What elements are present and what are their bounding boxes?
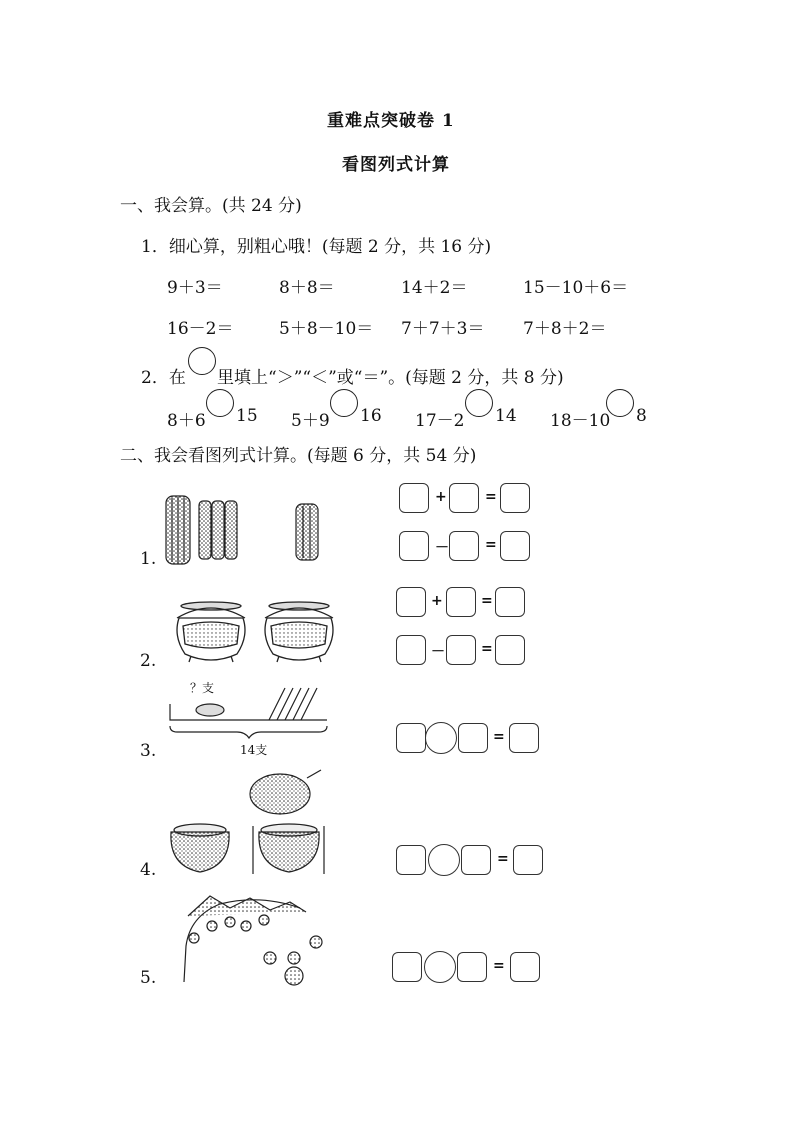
q1-expr-3: 14＋2＝ (401, 278, 468, 298)
p1-row2-box-3[interactable] (500, 531, 530, 561)
q1-expr-7: 7＋7＋3＝ (401, 319, 485, 339)
problem-1-corn-illustration (163, 492, 333, 570)
p1-row1-box-3[interactable] (500, 483, 530, 513)
problem-3-total-label: 14支 (240, 743, 268, 757)
q1-expr-6: 5＋8－10＝ (279, 319, 374, 339)
p2-row2-eq: = (481, 641, 493, 657)
p4-operator-circle[interactable] (428, 844, 460, 876)
p3-box-1[interactable] (396, 723, 426, 753)
q2-item-3-circle[interactable] (465, 389, 493, 417)
p5-box-2[interactable] (457, 952, 487, 982)
p2-row2-op: － (431, 644, 445, 660)
p2-row1-eq: = (481, 593, 493, 609)
p3-box-3[interactable] (509, 723, 539, 753)
q1-expr-4: 15－10＋6＝ (523, 278, 629, 298)
q2-label-post: 里填上“＞”“＜”或“＝”。(每题 2 分，共 8 分) (217, 368, 564, 388)
q1-label: 1．细心算，别粗心哦！(每题 2 分，共 16 分) (141, 237, 492, 257)
problem-5-gourd-vine-illustration (170, 886, 332, 986)
p1-row1-box-2[interactable] (449, 483, 479, 513)
p1-row1-eq: = (485, 489, 497, 505)
p5-box-3[interactable] (510, 952, 540, 982)
p2-row1-box-3[interactable] (495, 587, 525, 617)
page-subtitle: 看图列式计算 (342, 155, 450, 175)
p2-row2-box-3[interactable] (495, 635, 525, 665)
q2-label-circle (188, 347, 216, 375)
problem-4-number: 4. (140, 860, 157, 880)
q2-item-1-left: 8＋6 (167, 411, 206, 431)
page-title: 重难点突破卷 1 (327, 111, 455, 131)
p3-box-2[interactable] (458, 723, 488, 753)
p5-box-1[interactable] (392, 952, 422, 982)
p1-row2-eq: = (485, 537, 497, 553)
q2-item-3-right: 14 (495, 406, 517, 426)
q2-item-4-circle[interactable] (606, 389, 634, 417)
p2-row2-box-2[interactable] (446, 635, 476, 665)
problem-1-number: 1. (140, 549, 157, 569)
p1-row2-box-1[interactable] (399, 531, 429, 561)
p2-row1-box-1[interactable] (396, 587, 426, 617)
p4-box-2[interactable] (461, 845, 491, 875)
q1-expr-1: 9＋3＝ (167, 278, 223, 298)
problem-5-number: 5. (140, 968, 157, 988)
problem-4-bowls-illustration (167, 768, 329, 880)
p5-operator-circle[interactable] (424, 951, 456, 983)
p4-box-1[interactable] (396, 845, 426, 875)
p1-row2-op: － (435, 540, 449, 556)
p1-row1-op: + (435, 489, 447, 505)
q2-item-4-left: 18－10 (550, 411, 611, 431)
q2-item-1-circle[interactable] (206, 389, 234, 417)
p4-box-3[interactable] (513, 845, 543, 875)
q1-expr-5: 16－2＝ (167, 319, 234, 339)
section1-heading: 一、我会算。(共 24 分) (120, 196, 302, 216)
p2-row1-box-2[interactable] (446, 587, 476, 617)
p4-eq: = (497, 851, 509, 867)
p2-row2-box-1[interactable] (396, 635, 426, 665)
section2-heading: 二、我会看图列式计算。(每题 6 分，共 54 分) (120, 446, 477, 466)
q1-expr-8: 7＋8＋2＝ (523, 319, 607, 339)
q2-item-4-right: 8 (636, 406, 647, 426)
q2-item-2-circle[interactable] (330, 389, 358, 417)
p1-row2-box-2[interactable] (449, 531, 479, 561)
p3-eq: = (493, 729, 505, 745)
q2-item-2-left: 5＋9 (291, 411, 330, 431)
problem-3-number: 3. (140, 741, 157, 761)
p5-eq: = (493, 958, 505, 974)
q2-item-3-left: 17－2 (415, 411, 465, 431)
q1-expr-2: 8＋8＝ (279, 278, 335, 298)
p1-row1-box-1[interactable] (399, 483, 429, 513)
q2-label-pre: 2．在 (141, 368, 186, 388)
q2-item-2-right: 16 (360, 406, 382, 426)
p2-row1-op: + (431, 593, 443, 609)
problem-2-fishbowl-illustration (171, 596, 343, 668)
problem-3-pencils-illustration (167, 676, 337, 742)
p3-operator-circle[interactable] (425, 722, 457, 754)
problem-3-question-label: ？支 (190, 681, 215, 695)
problem-2-number: 2. (140, 651, 157, 671)
q2-item-1-right: 15 (236, 406, 258, 426)
